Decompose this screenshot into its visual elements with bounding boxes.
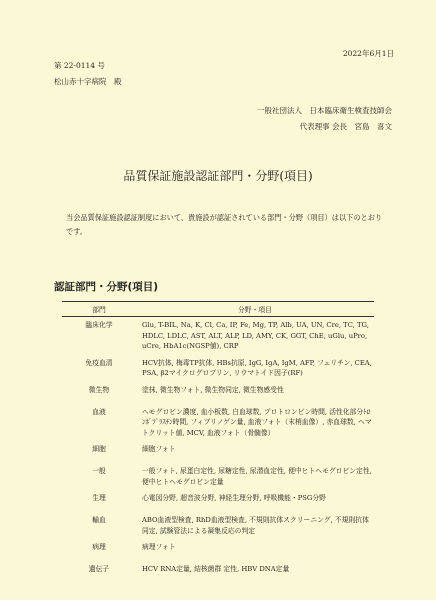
row-items: 塗抹, 微生物フォト, 微生物同定, 微生物感受性 <box>142 385 284 394</box>
row-department: 細胞 <box>92 445 106 453</box>
table-row <box>62 490 374 512</box>
row-items: ヘモグロビン濃度, 血小板数, 白血球数, プロトロンビン時間, 活性化部分ﾄﾛﾝﾎﾞﾌﾟﾗｽﾁﾝ時間, フィブリノゲン量, 血液フォト（末梢血像）, 赤血球数, ヘマトクリット値, MCV, 血液フォト（骨髄像） <box>142 407 372 437</box>
table-row <box>62 512 374 539</box>
row-department: 臨床化学 <box>85 321 113 329</box>
row-items: ABO血液型検査, RhD血液型検査, 不規則抗体スクリーニング, 不規則抗体同定, 試験管法による凝集反応の判定 <box>142 516 369 535</box>
table-row <box>62 355 374 382</box>
row-department: 血液 <box>92 407 106 416</box>
row-department: 免疫血清 <box>85 358 113 367</box>
row-department: 輸血 <box>92 516 106 524</box>
table-row <box>62 404 374 442</box>
document-number: 第 22-0114 号 <box>54 61 105 70</box>
row-department: 一般 <box>92 467 106 475</box>
table-row <box>62 463 374 490</box>
table-row <box>62 441 374 463</box>
row-items: HCV抗体, 梅毒TP抗体, HBs抗原, IgG, IgA, IgM, AFP, フェリチン, CEA, PSA, β2マイクログロブリン, リウマトイド因子(RF) <box>142 358 372 377</box>
row-department: 病理 <box>92 543 106 551</box>
issue-date: 2022年6月1日 <box>342 49 394 58</box>
header-field: 分野・項目 <box>136 302 374 317</box>
row-items: Glu, T-BIL, Na, K, Cl, Ca, IP, Fe, Mg, TP, Alb, UA, UN, Cre, TC, TG, HDLC, LDLC, AST, ALT, ALP, LD, AMY, CK, GGT, ChE, uGlu, uPro, uCre, HbA1c(NGSP値), CRP <box>142 321 369 350</box>
document-title: 品質保証施設認証部門・分野(項目) <box>123 169 313 183</box>
row-items: 細胞フォト <box>142 445 176 453</box>
issuer-person: 代表理事 会長 宮島 喜文 <box>299 122 392 131</box>
header-department: 部門 <box>62 302 136 317</box>
row-items: 一般フォト, 尿蛋白定性, 尿糖定性, 尿潜血定性, 便中ヒトヘモグロビン定性, 便中ヒトヘモグロビン定量 <box>142 467 372 486</box>
table-row <box>62 539 374 561</box>
table-row <box>62 382 374 404</box>
row-department: 遺伝子 <box>88 565 110 573</box>
certification-table <box>62 301 374 583</box>
recipient: 松山赤十字病院 殿 <box>54 77 122 86</box>
row-items: HCV RNA定量, 結核菌群 定性, HBV DNA定量 <box>142 565 290 573</box>
table-header-row <box>62 302 374 317</box>
row-items: 病理フォト <box>142 543 176 551</box>
issuer-organization: 一般社団法人 日本臨床衛生検査技師会 <box>257 106 392 115</box>
row-items: 心電図分野, 超音波分野, 神経生理分野, 呼吸機能・PSG分野 <box>142 494 326 502</box>
table-row <box>62 561 374 583</box>
table-row <box>62 317 374 355</box>
row-department: 生理 <box>92 494 106 502</box>
body-paragraph: 当会品質保証施設認証制度において、貴施設が認証されている部門・分野（項目）は以下のとおりです。 <box>66 213 383 236</box>
row-department: 微生物 <box>88 385 110 394</box>
section-title: 認証部門・分野(項目) <box>54 281 159 293</box>
